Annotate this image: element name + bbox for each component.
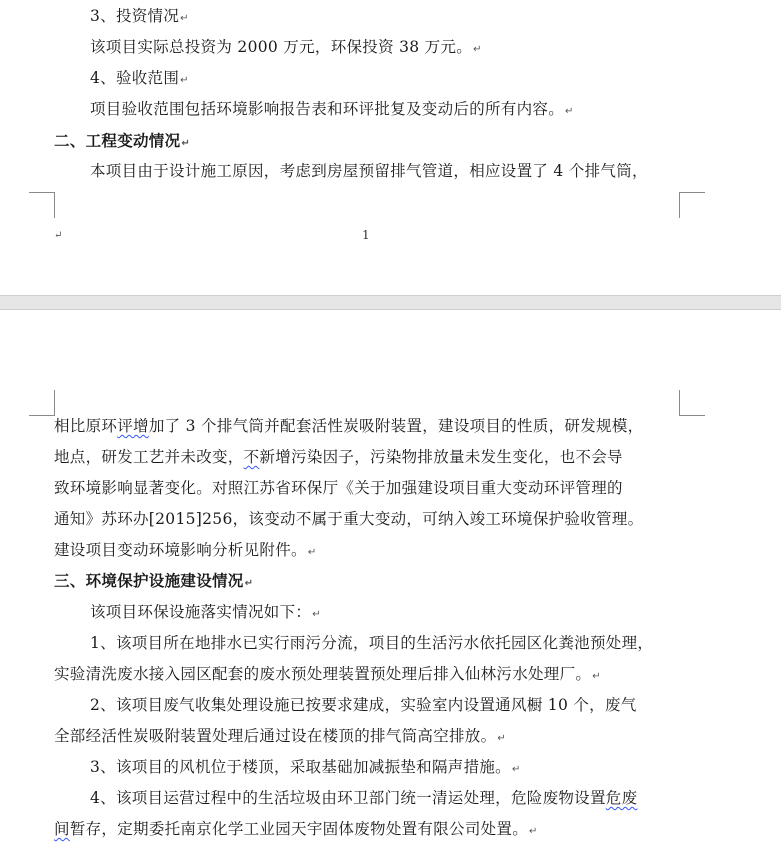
changes-paragraph-line-6: 建设项目变动环境影响分析见附件。↵: [54, 541, 317, 559]
spelling-mark[interactable]: 间: [54, 820, 70, 838]
item-4-line-1: 4、该项目运营过程中的生活垃圾由环卫部门统一清运处理，危险废物设置危废: [90, 789, 638, 807]
investment-paragraph: 该项目实际总投资为 2000 万元，环保投资 38 万元。↵: [90, 38, 482, 56]
page-number: 1: [362, 228, 370, 242]
spelling-mark[interactable]: 不: [243, 448, 260, 466]
changes-paragraph-line-1: 本项目由于设计施工原因，考虑到房屋预留排气管道，相应设置了 4 个排气筒，: [90, 162, 648, 180]
margin-corner-bottom-right: [679, 192, 705, 218]
footer-paragraph-mark: ↵: [54, 230, 63, 241]
section-4-title: 4、验收范围↵: [90, 69, 189, 87]
margin-corner-top-left: [29, 390, 55, 416]
margin-corner-top-right: [679, 390, 705, 416]
changes-paragraph-line-2: 相比原环评增加了 3 个排气筒并配套活性炭吸附装置，建设项目的性质，研发规模，: [54, 417, 644, 435]
item-4-line-2: 间暂存，定期委托南京化学工业园天宇固体废物处置有限公司处置。↵: [54, 820, 538, 838]
section-3-title: 3、投资情况↵: [90, 7, 189, 25]
page-separator: [0, 295, 781, 310]
changes-paragraph-line-4: 致环境影响显著变化。对照江苏省环保厅《关于加强建设项目重大变动环评管理的: [54, 479, 623, 497]
item-1-line-2: 实验清洗废水接入园区配套的废水预处理装置预处理后排入仙林污水处理厂。↵: [54, 665, 601, 683]
heading-env-facilities: 三、环境保护设施建设情况↵: [54, 572, 254, 590]
margin-corner-bottom-left: [29, 192, 55, 218]
item-2-line-2: 全部经活性炭吸附装置处理后通过设在楼顶的排气筒高空排放。↵: [54, 727, 507, 745]
facilities-intro: 该项目环保设施落实情况如下：↵: [90, 603, 321, 621]
item-3: 3、该项目的风机位于楼顶，采取基础加减振垫和隔声措施。↵: [90, 758, 521, 776]
heading-engineering-changes: 二、工程变动情况↵: [54, 132, 191, 150]
acceptance-scope-paragraph: 项目验收范围包括环境影响报告表和环评批复及变动后的所有内容。↵: [90, 100, 574, 118]
spelling-mark[interactable]: 危废: [605, 789, 638, 807]
changes-paragraph-line-5: 通知》苏环办[2015]256，该变动不属于重大变动，可纳入竣工环境保护验收管理。: [54, 510, 644, 528]
document-page-1: [0, 0, 781, 295]
changes-paragraph-line-3: 地点，研发工艺并未改变，不新增污染因子，污染物排放量未发生变化，也不会导: [54, 448, 623, 466]
spelling-mark[interactable]: 评增: [117, 417, 149, 435]
item-2-line-1: 2、该项目废气收集处理设施已按要求建成，实验室内设置通风橱 10 个，废气: [90, 696, 637, 714]
item-1-line-1: 1、该项目所在地排水已实行雨污分流，项目的生活污水依托园区化粪池预处理，: [90, 634, 654, 652]
